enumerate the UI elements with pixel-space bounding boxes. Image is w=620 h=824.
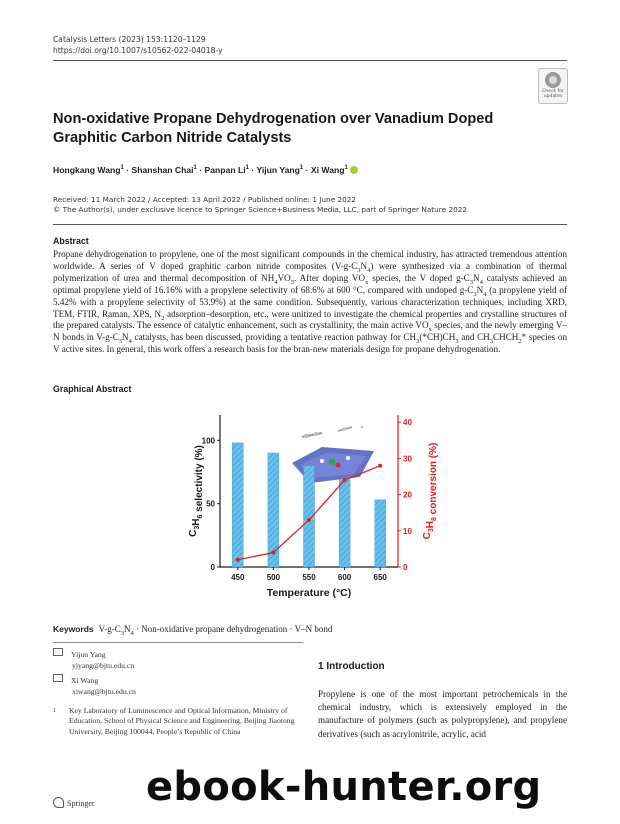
x-tick-label: 550 [302,573,316,582]
springer-logo-icon [53,797,64,808]
journal-citation: Catalysis Letters (2023) 153:1120–1129 [53,35,206,44]
bar-selectivity [268,453,279,567]
x-tick-label: 650 [373,573,387,582]
check-for-updates-badge[interactable]: Check for updates [538,68,568,104]
right-tick-label: 0 [403,563,408,572]
correspondence-1: Yijun Yang yjyang@bjtu.edu.cn [53,648,134,671]
keyword[interactable]: $V-g-C_3N_4$ [98,624,134,637]
right-tick-label: 20 [403,490,412,500]
author[interactable]: Panpan Li$^1$ [204,165,249,175]
x-axis-label: Temperature (°C) [266,587,352,599]
right-tick-label: 30 [403,454,412,464]
article-title: Non-oxidative Propane Dehydrogenation over Vanadium Doped Graphitic Carbon Nitride Catalysts [53,111,494,146]
bar-selectivity [339,480,350,567]
author[interactable]: Shanshan Chai$^1$ [131,165,197,175]
check-updates-icon [545,72,561,88]
orcid-icon[interactable] [350,166,358,174]
left-tick-label: 50 [206,499,215,509]
watermark: ebook-hunter.org [146,764,542,810]
header-rule [53,60,567,61]
abstract-rule [53,224,567,225]
conversion-point [343,478,347,482]
conversion-point [378,464,382,468]
email-link[interactable]: yjyang@bjtu.edu.cn [72,660,135,670]
footnote-rule [53,642,303,643]
right-tick-label: 10 [403,526,412,536]
graphical-abstract-heading: Graphical Abstract [53,384,132,394]
graphical-abstract-chart [180,405,440,605]
author[interactable]: Xi Wang$^1$ [310,165,348,175]
abstract-text: Propane dehydrogenation to propylene, one of the most significant compounds in the chemical industry, has attracted tremendous attention worldwide. A series of V doped graphitic carbon nitride composites $(V-g-C_3N_4)$ were synthesized via a combination of thermal polymerization of urea and thermal decomposition of $NH_4VO_3$. After doping $VO_x$ species, the V doped $g-C_3N_4$ catalysts achieved an optimal propylene yield of 16.16% with a propylene selectivity of 68.6% at 600 °C, compared with undoped $g-C_3N_4$ (a propylene yield of 5.42% with a propylene selectivity of 53.9%) at the same condition. Subsequently, various characterization techniques, including XRD, TEM, FTIR, Raman, XPS, $N_2$ adsorption–desorption, etc., were unitized to investigate the chemical properties and crystalline structures of the prepared catalysts. The essence of catalytic enhancement, such as crystallinity, the main active $VO_x$ species, and the newly emerging V–N bonds in $V-g-C_3N_4$ catalysts, has been discussed, providing a tentative reaction pathway for $CH_3(*CH)CH_3$ and $CH_3CHCH_2*$ species on V active sites. In general, this work offers a research basis for the bran-new materials design for propane dehydrogenation. [53,249,568,355]
running-header [53,34,223,56]
author[interactable]: Yijun Yang$^1$ [256,165,304,175]
bar-selectivity [375,500,386,567]
envelope-icon [53,674,63,682]
affiliation: 1 Key Laboratory of Luminescence and Optical Information, Ministry of Education, School of Physical Science and Engineering, Beijing Jiaotong University, Beijing 100044, People’s Republic of China [53,706,295,736]
right-axis-label: $C_3H_8$ conversion (%) [422,442,439,540]
publication-dates: Received: 11 March 2022 / Accepted: 13 April 2022 / Published online: 1 June 2022 © The Author(s), under exclusive licence to Springer Science+Business Media, LLC, part of Springer Nature 2022 [53,195,468,214]
email-link[interactable]: xiwang@bjtu.edu.cn [72,686,136,696]
envelope-icon [53,648,63,656]
bar-selectivity [232,443,243,567]
introduction-heading: 1 Introduction [318,661,385,672]
conversion-point [307,518,311,522]
author-list: Hongkang Wang$^1$ · Shanshan Chai$^1$ · Panpan $Li^1$ · Yijun Yang$^1$ · Xi Wang$^1$ [53,165,358,175]
x-tick-label: 600 [337,573,352,582]
author[interactable]: Hongkang Wang$^1$ [53,165,124,175]
left-tick-label: 0 [210,563,215,572]
keywords: Keywords $V-g-C_3N_4$ · Non-oxidative propane dehydrogenation · V–N bond [53,624,333,637]
keywords-label: Keywords [53,624,94,634]
left-tick-label: 100 [201,436,215,446]
introduction-text: Propylene is one of the most important petrochemicals in the chemical industry, which is extensively employed in the manufacture of polymers (such as polypropylene), and propylene derivatives (such as acrylonitrile, acrylic, acid [318,689,567,739]
x-tick-label: 500 [266,573,281,582]
x-tick-label: 450 [231,573,245,582]
conversion-point [236,558,240,562]
right-tick-label: 40 [403,418,412,428]
publisher-footer: Springer [53,797,95,808]
abstract-heading: Abstract [53,236,89,246]
correspondence-2: Xi Wang xiwang@bjtu.edu.cn [53,674,136,697]
plot-area [188,415,439,599]
conversion-point [271,551,275,555]
left-axis-label: $C_3H_6$ selectivity (%) [188,445,205,537]
doi-link[interactable]: https://doi.org/10.1007/s10562-022-04018-y [53,46,223,55]
